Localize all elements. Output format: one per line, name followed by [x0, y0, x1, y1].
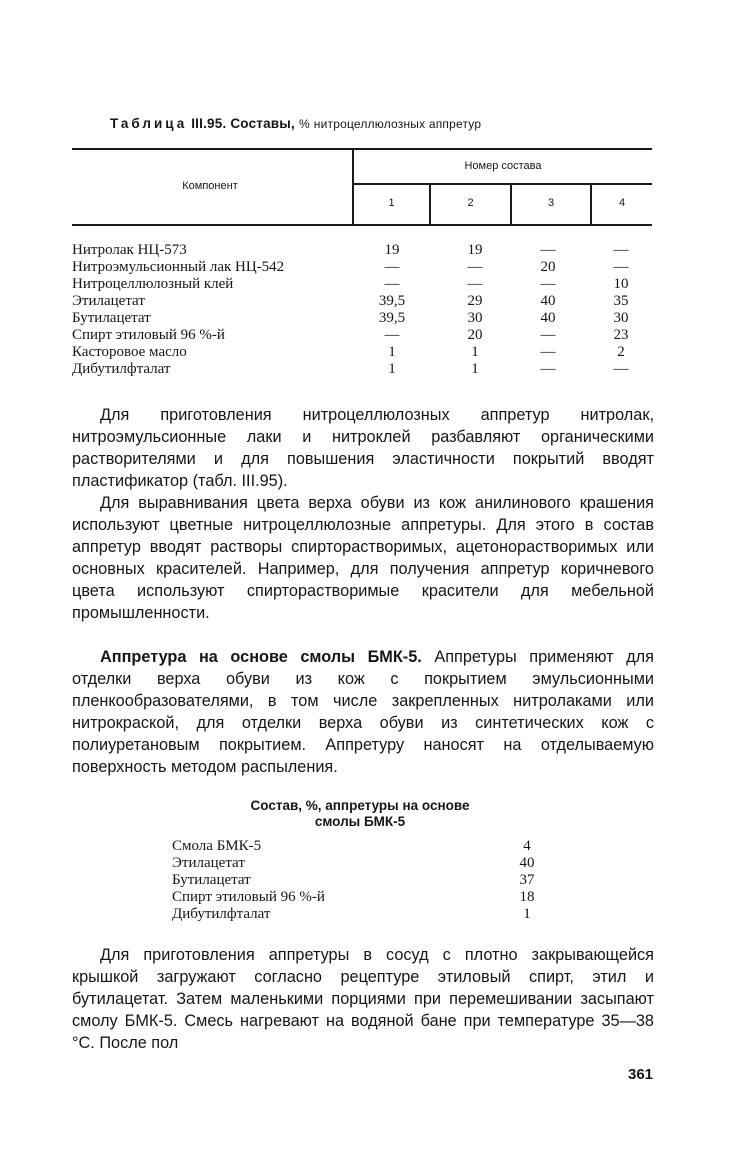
cell: 20 — [467, 327, 483, 343]
recipe-value: 1 — [523, 906, 531, 922]
cell: — — [384, 259, 400, 275]
caption-number: III.95. — [191, 116, 227, 131]
table-row — [72, 310, 642, 327]
recipe-row — [172, 889, 572, 906]
cell: 35 — [613, 293, 629, 309]
table-row — [72, 259, 642, 276]
cell: — — [540, 327, 556, 343]
table-row — [72, 293, 642, 310]
table-row — [72, 344, 642, 361]
cell: 23 — [613, 327, 629, 343]
recipe-value: 18 — [519, 889, 535, 905]
table-row — [72, 242, 642, 259]
paragraph-heading: Аппретура на основе смолы БМК-5. — [100, 648, 422, 666]
cell: 1 — [471, 344, 479, 360]
caption-bold: Составы, — [230, 116, 295, 131]
cell: 40 — [540, 293, 556, 309]
recipe-component: Этилацетат — [172, 855, 245, 871]
paragraph — [72, 646, 654, 778]
recipe-title-line: смолы БМК-5 — [314, 814, 406, 829]
cell: — — [613, 242, 629, 258]
cell: 1 — [388, 361, 396, 377]
cell: — — [540, 276, 556, 292]
paragraph-body: Аппретуры применяют для отделки верха обуви из кож с покрытием эмульсионными пленкообразователями, в том числе закрепленных нитролаками или нитрокраской, для отделки верха обуви из синтетических кож с полиуретановым покрытием. Аппретуру наносят на отделываемую поверхность методом распыления. — [72, 648, 654, 776]
header-group: Номер состава — [464, 160, 542, 172]
component-name: Касторовое масло — [72, 344, 187, 360]
cell: 39,5 — [378, 310, 406, 326]
caption-prefix: Таблица — [110, 116, 188, 131]
recipe-component: Смола БМК-5 — [172, 838, 262, 854]
cell: 1 — [471, 361, 479, 377]
header-component: Компонент — [182, 180, 238, 192]
component-name: Бутилацетат — [72, 310, 151, 326]
cell: — — [613, 361, 629, 377]
cell: 39,5 — [378, 293, 406, 309]
table-row — [72, 276, 642, 293]
header-col-4: 4 — [618, 197, 626, 209]
recipe-component: Дибутилфталат — [172, 906, 271, 922]
table-row — [72, 327, 642, 344]
cell: — — [540, 344, 556, 360]
page-number: 361 — [628, 1066, 654, 1083]
recipe-component: Бутилацетат — [172, 872, 251, 888]
cell: 19 — [467, 242, 483, 258]
cell: — — [467, 259, 483, 275]
cell: — — [384, 276, 400, 292]
cell: — — [540, 242, 556, 258]
component-name: Дибутилфталат — [72, 361, 171, 377]
table-row — [72, 361, 642, 378]
table-caption — [110, 116, 640, 131]
cell: 19 — [384, 242, 400, 258]
header-col-1: 1 — [388, 197, 395, 209]
recipe-value: 37 — [519, 872, 535, 888]
recipe-value: 40 — [519, 855, 535, 871]
component-name: Нитроэмульсионный лак НЦ-542 — [72, 259, 285, 275]
recipe-title-line: Состав, %, аппретуры на основе — [250, 798, 470, 813]
header-col-2: 2 — [467, 197, 474, 209]
cell: 40 — [540, 310, 556, 326]
recipe-component: Спирт этиловый 96 %-й — [172, 889, 325, 905]
table-group-rule — [354, 183, 652, 185]
cell: 30 — [613, 310, 629, 326]
paragraph: Для выравнивания цвета верха обуви из кож анилинового крашения используют цветные нитроцеллюлозные аппретуры. Для этого в состав аппретур вводят растворы спирторастворимых, ацетонорастворимых или основных красителей. Например, для получения аппретур коричневого цвета используют спирторастворимые красители для мебельной промышленности. — [72, 494, 654, 622]
table-top-rule — [72, 148, 652, 150]
cell: — — [613, 259, 629, 275]
cell: 2 — [617, 344, 625, 360]
cell: — — [540, 361, 556, 377]
paragraph: Для приготовления аппретуры в сосуд с плотно закрывающейся крышкой загружают согласно рецептуре этиловый спирт, этил и бутилацетат. Затем маленькими порциями при перемешивании засыпают смолу БМК-5. Смесь нагревают на водяной бане при температуре 35—38 °С. После пол — [72, 946, 654, 1052]
component-name: Спирт этиловый 96 %-й — [72, 327, 225, 343]
recipe-row — [172, 872, 572, 889]
component-name: Нитроцеллюлозный клей — [72, 276, 234, 292]
cell: 29 — [467, 293, 483, 309]
recipe-value: 4 — [523, 838, 531, 854]
header-col-3: 3 — [547, 197, 555, 209]
component-name: Этилацетат — [72, 293, 145, 309]
recipe-row — [172, 906, 572, 923]
recipe-row — [172, 838, 572, 855]
caption-unit: % — [298, 117, 310, 131]
caption-rest: нитроцеллюлозных аппретур — [313, 117, 482, 131]
paragraph: Для приготовления нитроцеллюлозных аппретур нитролак, нитроэмульсионные лаки и нитроклей разбавляют органическими растворителями и для повышения эластичности покрытий вводят пластификатор (табл. III.95). — [72, 406, 654, 490]
cell: — — [384, 327, 400, 343]
table-header-rule — [72, 224, 652, 226]
cell: 1 — [388, 344, 396, 360]
recipe-title — [200, 798, 520, 830]
cell: 30 — [467, 310, 483, 326]
recipe-row — [172, 855, 572, 872]
cell: — — [467, 276, 483, 292]
component-name: Нитролак НЦ-573 — [72, 242, 187, 258]
cell: 20 — [540, 259, 556, 275]
cell: 10 — [613, 276, 629, 292]
